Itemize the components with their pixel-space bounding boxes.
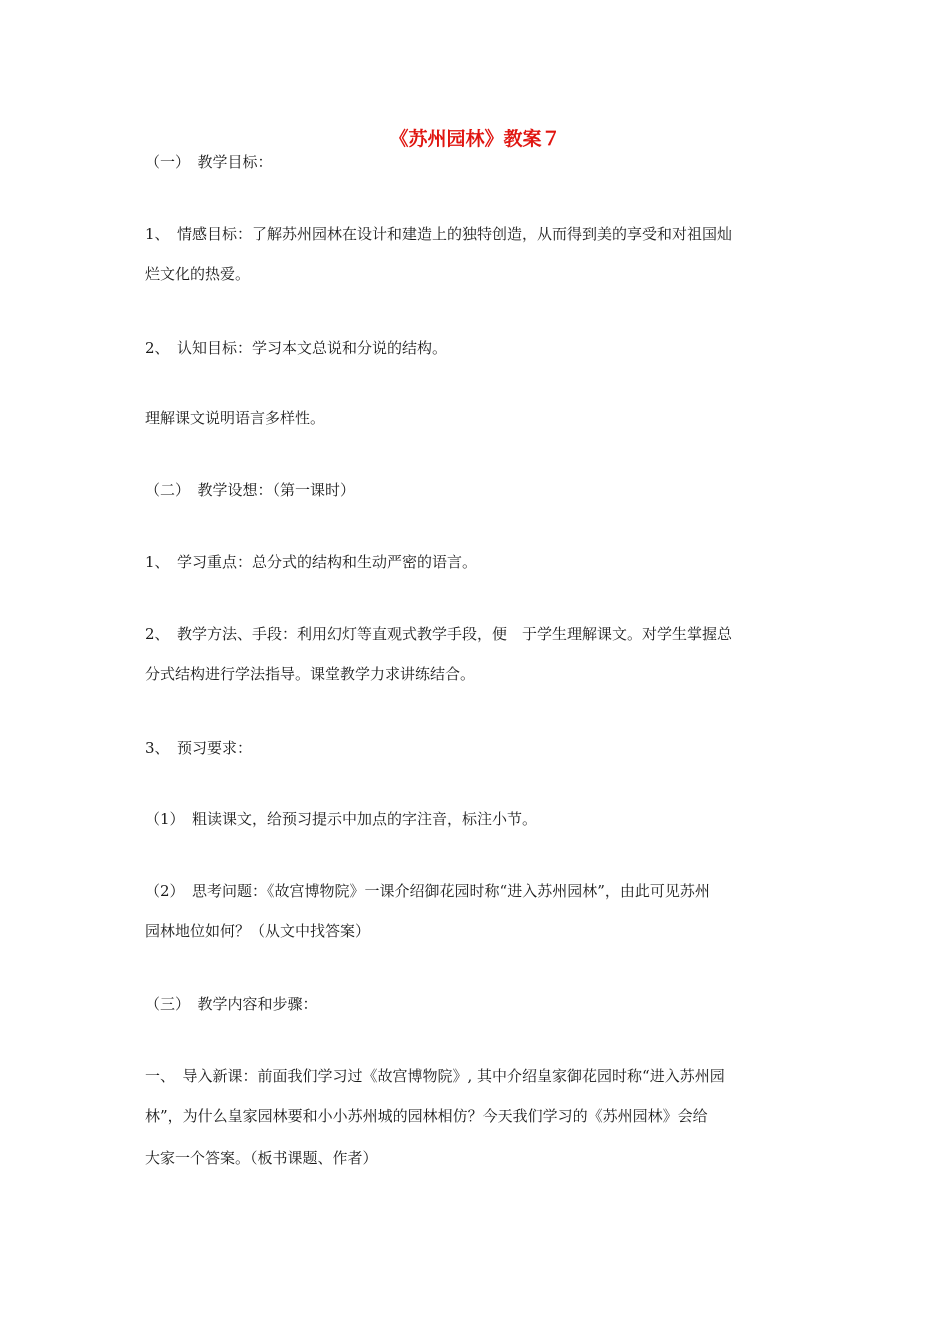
paragraph-line: 理解课文说明语言多样性。 [145,409,326,427]
paragraph-line: 2、 教学方法、手段：利用幻灯等直观式教学手段，便 于学生理解课文。对学生掌握总 [145,625,733,643]
paragraph-line: （2） 思考问题：《故宫博物院》一课介绍御花园时称“进入苏州园林”，由此可见苏州 [145,882,710,900]
paragraph-line: 大家一个答案。（板书课题、作者） [145,1149,378,1167]
section-heading-objectives: （一） 教学目标： [145,153,273,171]
paragraph-line: 分式结构进行学法指导。课堂教学力求讲练结合。 [145,665,476,683]
paragraph-line: 1、 学习重点：总分式的结构和生动严密的语言。 [145,553,478,571]
paragraph-line: 一、 导入新课：前面我们学习过《故宫博物院》, 其中介绍皇家御花园时称“进入苏州园 [145,1067,725,1085]
paragraph-line: 烂文化的热爱。 [145,265,251,283]
section-heading-design: （二） 教学设想：（第一课时） [145,481,356,499]
paragraph-line: 林”，为什么皇家园林要和小小苏州城的园林相仿？今天我们学习的《苏州园林》会给 [145,1107,708,1125]
paragraph-line: （1） 粗读课文，给预习提示中加点的字注音，标注小节。 [145,810,538,828]
document-title: 《苏州园林》教案７ [389,128,561,150]
paragraph-line: 园林地位如何？（从文中找答案） [145,922,371,940]
section-heading-content: （三） 教学内容和步骤： [145,995,318,1013]
paragraph-line: 3、 预习要求： [145,739,253,757]
paragraph-line: 1、 情感目标：了解苏州园林在设计和建造上的独特创造，从而得到美的享受和对祖国灿 [145,225,733,243]
paragraph-line: 2、 认知目标：学习本文总说和分说的结构。 [145,339,448,357]
